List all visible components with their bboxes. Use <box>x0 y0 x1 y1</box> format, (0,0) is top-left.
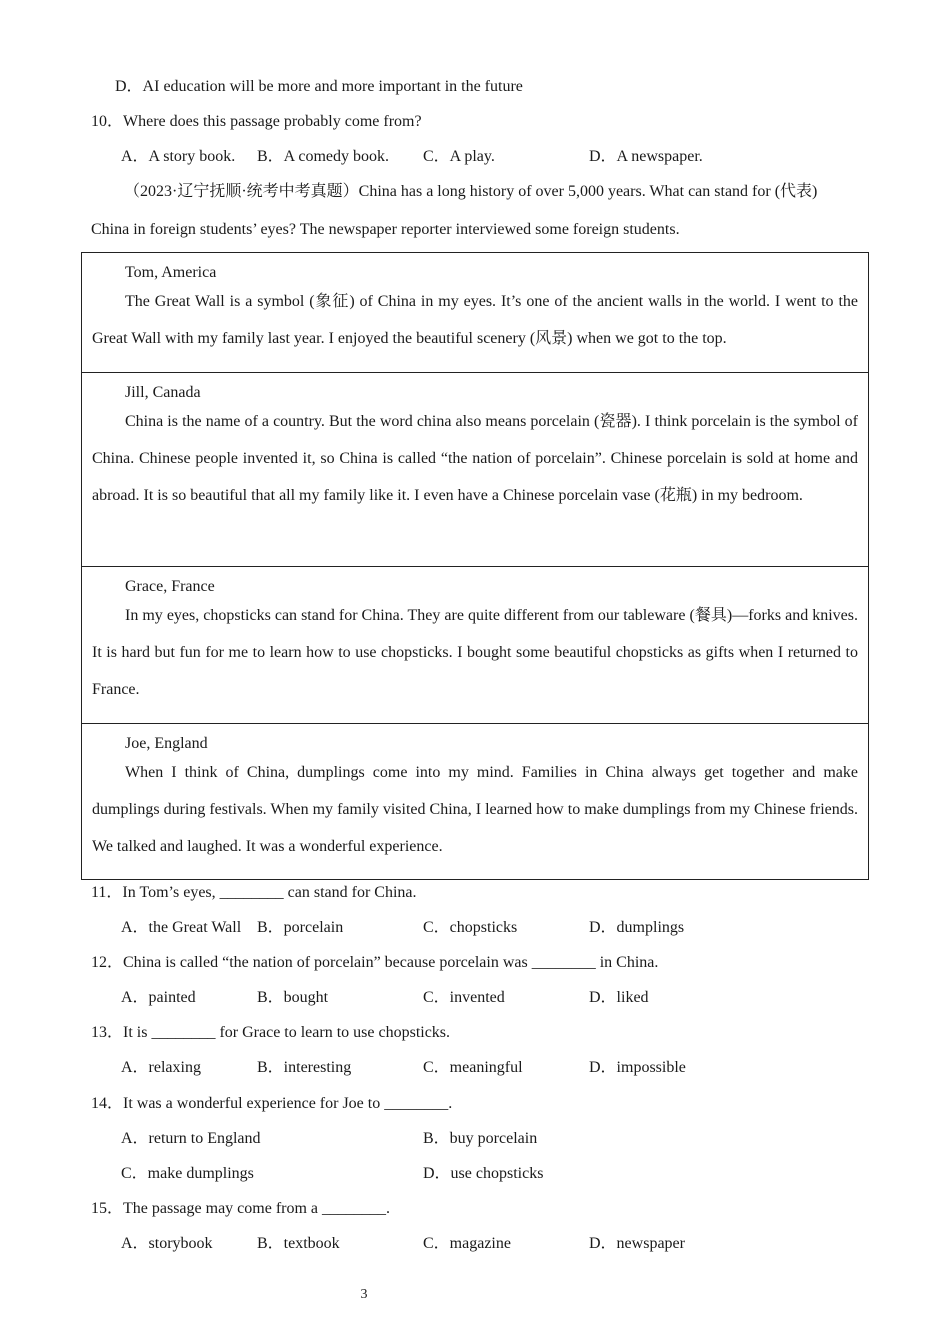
student-cell-joe <box>82 723 868 879</box>
q10-option-c: C．A play. <box>423 148 495 165</box>
q14-option-c: C．make dumplings <box>121 1165 254 1182</box>
q13-option-a: A．relaxing <box>121 1059 201 1076</box>
q15-option-a: A．storybook <box>121 1235 213 1252</box>
q12-option-c: C．invented <box>423 989 505 1006</box>
q11-stem: 11．In Tom’s eyes, ________ can stand for China. <box>91 884 417 901</box>
q13-option-d: D．impossible <box>589 1059 686 1076</box>
q14-option-d: D．use chopsticks <box>423 1165 544 1182</box>
student-name: Tom, America <box>125 264 217 281</box>
q13-option-b: B．interesting <box>257 1059 352 1076</box>
student-cell-tom <box>82 253 868 372</box>
interview-table <box>81 252 869 880</box>
q11-option-b: B．porcelain <box>257 919 344 936</box>
q11-option-a: A．the Great Wall <box>121 919 242 936</box>
q10-option-d: D．A newspaper. <box>589 148 703 165</box>
student-cell-grace <box>82 566 868 723</box>
q13-stem: 13．It is ________ for Grace to learn to use chopsticks. <box>91 1024 451 1041</box>
q15-option-d: D．newspaper <box>589 1235 685 1252</box>
q14-stem: 14．It was a wonderful experience for Joe to ________. <box>91 1095 453 1112</box>
page-number: 3 <box>360 1287 368 1302</box>
q15-option-c: C．magazine <box>423 1235 511 1252</box>
q15-stem: 15．The passage may come from a ________. <box>91 1200 391 1217</box>
passage-intro-line2: China in foreign students’ eyes? The newspaper reporter interviewed some foreign students. <box>91 221 680 238</box>
student-name: Grace, France <box>125 578 215 595</box>
passage-intro-line1: （2023·辽宁抚顺·统考中考真题）China has a long history of over 5,000 years. What can stand for (代表) <box>124 183 818 200</box>
q14-option-b: B．buy porcelain <box>423 1130 538 1147</box>
student-name: Joe, England <box>125 735 208 752</box>
student-name: Jill, Canada <box>125 384 201 401</box>
q12-option-b: B．bought <box>257 989 329 1006</box>
student-text: In my eyes, chopsticks can stand for China. They are quite different from our tableware (餐具)—forks and knives. It is hard but fun for me to learn how to use chopsticks. I bought some beautiful chopsticks as gifts when I returned to France. <box>92 607 858 698</box>
student-text: When I think of China, dumplings come into my mind. Families in China always get together and make dumplings during festivals. When my family visited China, I learned how to make dumplings from my Chinese friends. We talked and laughed. It was a wonderful experience. <box>92 764 858 855</box>
q10-option-b: B．A comedy book. <box>257 148 389 165</box>
q14-option-a: A．return to England <box>121 1130 261 1147</box>
q15-option-b: B．textbook <box>257 1235 340 1252</box>
q9-option-d: D．AI education will be more and more important in the future <box>115 78 523 95</box>
q10-option-a: A．A story book. <box>121 148 236 165</box>
q12-option-d: D．liked <box>589 989 649 1006</box>
q11-option-c: C．chopsticks <box>423 919 518 936</box>
student-text: The Great Wall is a symbol (象征) of China in my eyes. It’s one of the ancient walls in the world. I went to the Great Wall with my family last year. I enjoyed the beautiful scenery (风景) when we got to the top. <box>92 293 858 347</box>
student-cell-jill <box>82 372 868 566</box>
q12-stem: 12．China is called “the nation of porcelain” because porcelain was ________ in China. <box>91 954 659 971</box>
q10-stem: 10．Where does this passage probably come from? <box>91 113 422 130</box>
q12-option-a: A．painted <box>121 989 196 1006</box>
q11-option-d: D．dumplings <box>589 919 685 936</box>
q13-option-c: C．meaningful <box>423 1059 523 1076</box>
student-text: China is the name of a country. But the word china also means porcelain (瓷器). I think porcelain is the symbol of China. Chinese people invented it, so China is called “the nation of porcelain”. Chinese porcelain is sold at home and abroad. It is so beautiful that all my family like it. I even have a Chinese porcelain vase (花瓶) in my bedroom. <box>92 413 858 504</box>
